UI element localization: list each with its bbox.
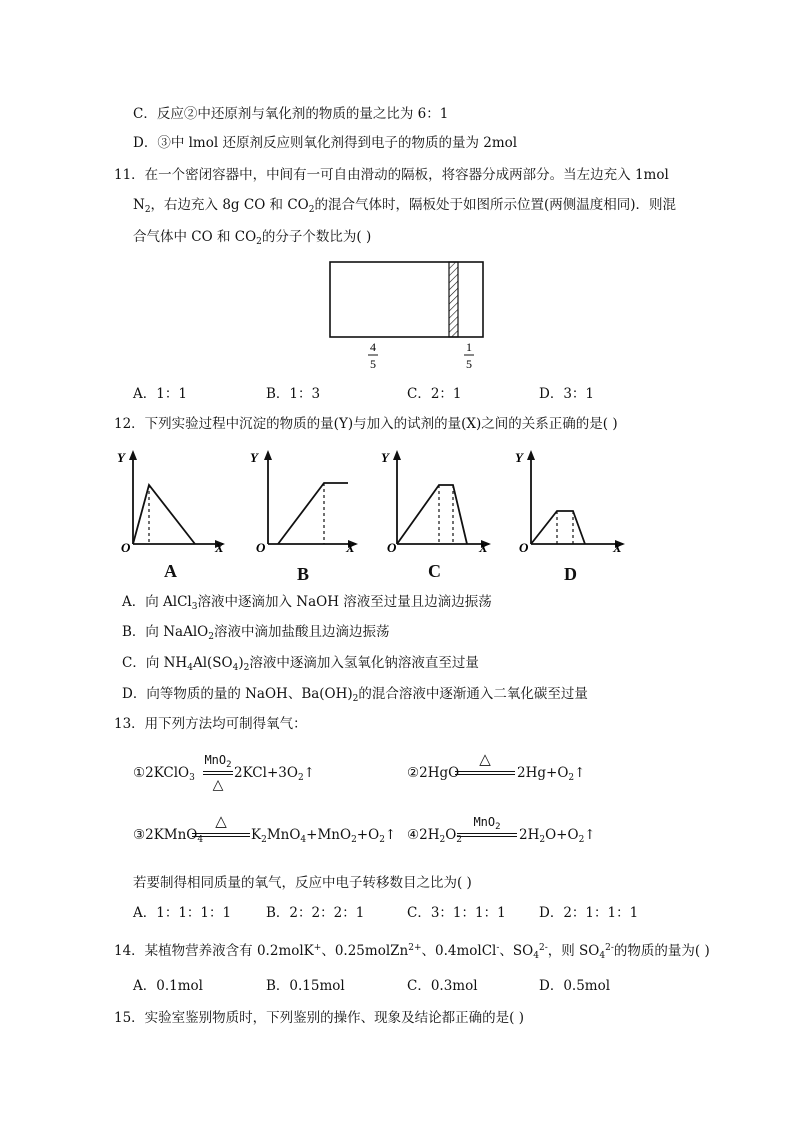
q11-option-b[interactable]: B．1：3: [266, 386, 321, 402]
graph-d-curve: [531, 511, 585, 544]
q13-reaction-2-left: ②2HgO: [407, 765, 460, 781]
q13-reaction-1-left: ①2KClO$_3$: [133, 765, 195, 783]
q13-reaction-3-right: $K_2MnO_4+MnO_2+O_2↑$: [251, 827, 397, 845]
heat-symbol: △: [215, 812, 227, 830]
q13-reaction-4-left: $④2H_2O_2$: [407, 827, 463, 845]
svg-text:Y: Y: [250, 450, 258, 465]
q10-option-c: C．反应②中还原剂与氧化剂的物质的量之比为 6：1: [133, 106, 449, 122]
q12-graph-label-b: B: [297, 564, 310, 584]
up-arrow-icon: ↑: [303, 765, 315, 781]
q11-option-a[interactable]: A．1：1: [133, 386, 187, 402]
q11-stem-line2: $N_2$，右边充入 8g CO 和 $CO_2$的混合气体时，隔板处于如图所示位置(两侧温度相同)．则混: [133, 197, 677, 215]
q12-option-d[interactable]: D．向等物质的量的 NaOH、$Ba(OH)_2$的混合溶液中逐渐通入二氧化碳至过量: [122, 686, 588, 704]
q15-stem: 15．实验室鉴别物质时，下列鉴别的操作、现象及结论都正确的是( ): [114, 1010, 525, 1026]
graph-b-curve: [278, 483, 348, 544]
q13-option-b[interactable]: B．2：2：2：1: [266, 905, 365, 921]
graph-c-curve: [397, 485, 467, 544]
heat-symbol: △: [212, 777, 224, 793]
svg-text:Y: Y: [515, 450, 523, 465]
q12-graph-a: [115, 448, 230, 553]
q12-option-c[interactable]: C．向 $NH_4Al(SO_4)_2$溶液中逐滴加入氢氧化钠溶液直至过量: [122, 655, 479, 673]
q12-option-b[interactable]: B．向 NaAlO$_2$溶液中滴加盐酸且边滴边振荡: [122, 624, 390, 642]
svg-text:X: X: [479, 540, 488, 553]
q13-option-c[interactable]: C．3：1：1：1: [407, 905, 506, 921]
q12-graph-c: [381, 448, 496, 553]
svg-text:Y: Y: [117, 450, 125, 465]
svg-text:O: O: [256, 540, 266, 553]
svg-text:X: X: [613, 540, 622, 553]
up-arrow-icon: ↑: [384, 827, 397, 843]
svg-text:X: X: [215, 540, 224, 553]
svg-text:O: O: [519, 540, 529, 553]
q12-graph-label-c: C: [428, 561, 441, 581]
svg-text:O: O: [121, 540, 131, 553]
q12-graph-label-a: A: [164, 561, 177, 581]
q12-graph-d: [515, 448, 630, 553]
svg-text:O: O: [387, 540, 397, 553]
q14-option-a[interactable]: A．0.1mol: [133, 978, 203, 994]
frac-right-num: 1: [466, 340, 472, 354]
partition-plate: [449, 262, 458, 337]
q13-option-d[interactable]: D．2：1：1：1: [539, 905, 639, 921]
heat-symbol: △: [479, 750, 491, 768]
q13-option-a[interactable]: A．1：1：1：1: [133, 905, 232, 921]
q13-question: 若要制得相同质量的氧气，反应中电子转移数目之比为( ): [133, 875, 472, 891]
up-arrow-icon: ↑: [574, 765, 586, 781]
svg-text:X: X: [346, 540, 355, 553]
q13-reaction-2-arrow: [455, 750, 515, 793]
frac-left-num: 4: [370, 340, 376, 354]
q12-stem: 12．下列实验过程中沉淀的物质的量(Y)与加入的试剂的量(X)之间的关系正确的是( ): [114, 416, 618, 432]
q12-option-a[interactable]: A．向 AlCl$_3$溶液中逐滴加入 NaOH 溶液至过量且边滴边振荡: [122, 594, 492, 612]
q14-option-d[interactable]: D．0.5mol: [539, 978, 611, 994]
q14-option-c[interactable]: C．0.3mol: [407, 978, 478, 994]
graph-a-curve: [133, 485, 195, 544]
q14-stem: 14．某植物营养液含有 0.2molK+、0.25molZn$^{2+}$、0.4molCl-、$SO_4^{2-}$，则 $SO_4^{2-}$的物质的量为( ): [114, 943, 710, 961]
up-arrow-icon: ↑: [584, 827, 596, 843]
q13-stem: 13．用下列方法均可制得氧气：: [114, 716, 307, 732]
q10-option-d: D．③中 lmol 还原剂反应则氧化剂得到电子的物质的量为 2mol: [133, 135, 518, 151]
frac-right-den: 5: [466, 357, 472, 371]
q13-reaction-4-arrow: MnO$_2$: [457, 833, 517, 855]
q11-option-d[interactable]: D．3：1: [539, 386, 595, 402]
q13-reaction-3-left: ③2KMnO$_4$: [133, 827, 204, 845]
q11-option-c[interactable]: C．2：1: [407, 386, 462, 402]
q14-option-b[interactable]: B．0.15mol: [266, 978, 345, 994]
q11-container-figure: [325, 258, 490, 373]
q11-stem-line3: 合气体中 CO 和 $CO_2$的分子个数比为( ): [133, 229, 372, 247]
frac-left-den: 5: [370, 357, 376, 371]
q11-stem-line1: 11．在一个密闭容器中，中间有一可自由滑动的隔板，将容器分成两部分。当左边充入 1mol: [114, 167, 669, 183]
q13-reaction-4-right: $2H_2O+O_2↑$: [519, 827, 596, 845]
q13-reaction-1-arrow: MnO$_2$ △: [204, 753, 232, 793]
svg-text:Y: Y: [381, 450, 389, 465]
q12-graph-b: [248, 448, 363, 553]
q13-reaction-3-arrow: [192, 812, 250, 855]
container-box: [330, 262, 483, 337]
q12-graph-label-d: D: [564, 564, 577, 584]
q13-reaction-2-right: $2Hg+O_2↑$: [517, 765, 586, 783]
q13-reaction-1-right: $2KCl+3O_2↑$: [234, 765, 315, 783]
